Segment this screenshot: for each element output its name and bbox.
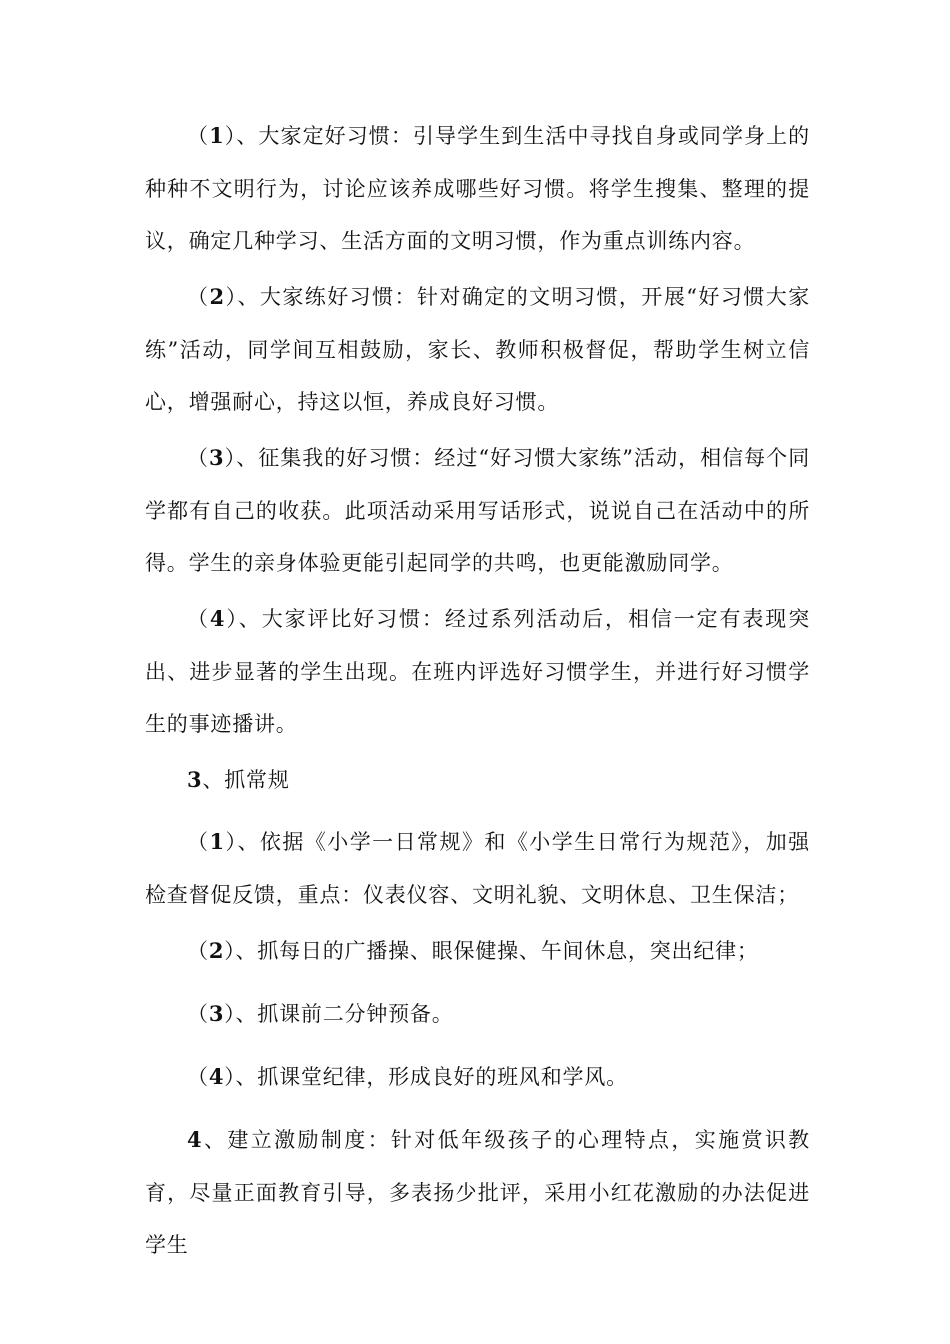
paragraph-habit-1 <box>145 110 810 268</box>
paren-open: （ <box>187 607 210 631</box>
paragraph-habit-3 <box>145 432 810 590</box>
paragraph-text: ）、依据《小学一日常规》和《小学生日常行为规范》，加强检查督促反馈，重点：仪表仪容、文明礼貌、文明休息、卫生保洁； <box>145 830 810 907</box>
item-number: 2 <box>209 284 225 309</box>
paragraph-text: ）、抓课前二分钟预备。 <box>224 1002 454 1026</box>
paren-open: （ <box>187 1002 209 1026</box>
paragraph-incentive <box>145 1114 810 1272</box>
paragraph-routine-3 <box>145 988 810 1041</box>
paragraph-routine-2 <box>145 925 810 978</box>
paren-open: （ <box>187 939 209 963</box>
paragraph-text: ）、抓课堂纪律，形成良好的班风和学风。 <box>224 1065 628 1089</box>
heading-text: 、抓常规 <box>202 768 290 792</box>
paren-open: （ <box>187 124 210 148</box>
section-heading-routine <box>145 754 810 807</box>
item-number: 4 <box>209 606 226 631</box>
item-number: 4 <box>208 1064 225 1089</box>
paragraph-routine-4 <box>145 1051 810 1104</box>
paragraph-routine-1 <box>145 816 810 921</box>
paragraph-text: ）、抓每日的广播操、眼保健操、午间休息，突出纪律； <box>224 939 759 963</box>
paragraph-habit-2 <box>145 271 810 429</box>
paren-open: （ <box>187 446 210 470</box>
paragraph-habit-4 <box>145 593 810 751</box>
paragraph-text: 、建立激励制度：针对低年级孩子的心理特点，实施赏识教育，尽量正面教育引导，多表扬少批评，采用小红花激励的办法促进学生 <box>145 1128 810 1257</box>
paragraph-text: ）、征集我的好习惯：经过“好习惯大家练”活动，相信每个同学都有自己的收获。此项活动采用写话形式，说说自己在活动中的所得。学生的亲身体验更能引起同学的共鸣，也更能激励同学。 <box>145 446 810 575</box>
item-number: 1 <box>209 829 225 854</box>
paren-open: （ <box>187 830 210 854</box>
paren-open: （ <box>187 1065 209 1089</box>
paragraph-text: ）、大家评比好习惯：经过系列活动后，相信一定有表现突出、进步显著的学生出现。在班内评选好习惯学生，并进行好习惯学生的事迹播讲。 <box>145 607 810 736</box>
section-number: 4 <box>187 1127 203 1152</box>
item-number: 3 <box>208 1001 225 1026</box>
paragraph-text: ）、大家练好习惯：针对确定的文明习惯，开展“好习惯大家练”活动，同学间互相鼓励，家长、教师积极督促，帮助学生树立信心，增强耐心，持这以恒，养成良好习惯。 <box>145 285 810 414</box>
item-number: 1 <box>209 123 225 148</box>
item-number: 3 <box>209 445 225 470</box>
item-number: 2 <box>208 938 225 963</box>
paragraph-text: ）、大家定好习惯：引导学生到生活中寻找自身或同学身上的种种不文明行为，讨论应该养成哪些好习惯。将学生搜集、整理的提议，确定几种学习、生活方面的文明习惯，作为重点训练内容。 <box>145 124 810 253</box>
paren-open: （ <box>187 285 210 309</box>
section-number: 3 <box>187 767 203 792</box>
